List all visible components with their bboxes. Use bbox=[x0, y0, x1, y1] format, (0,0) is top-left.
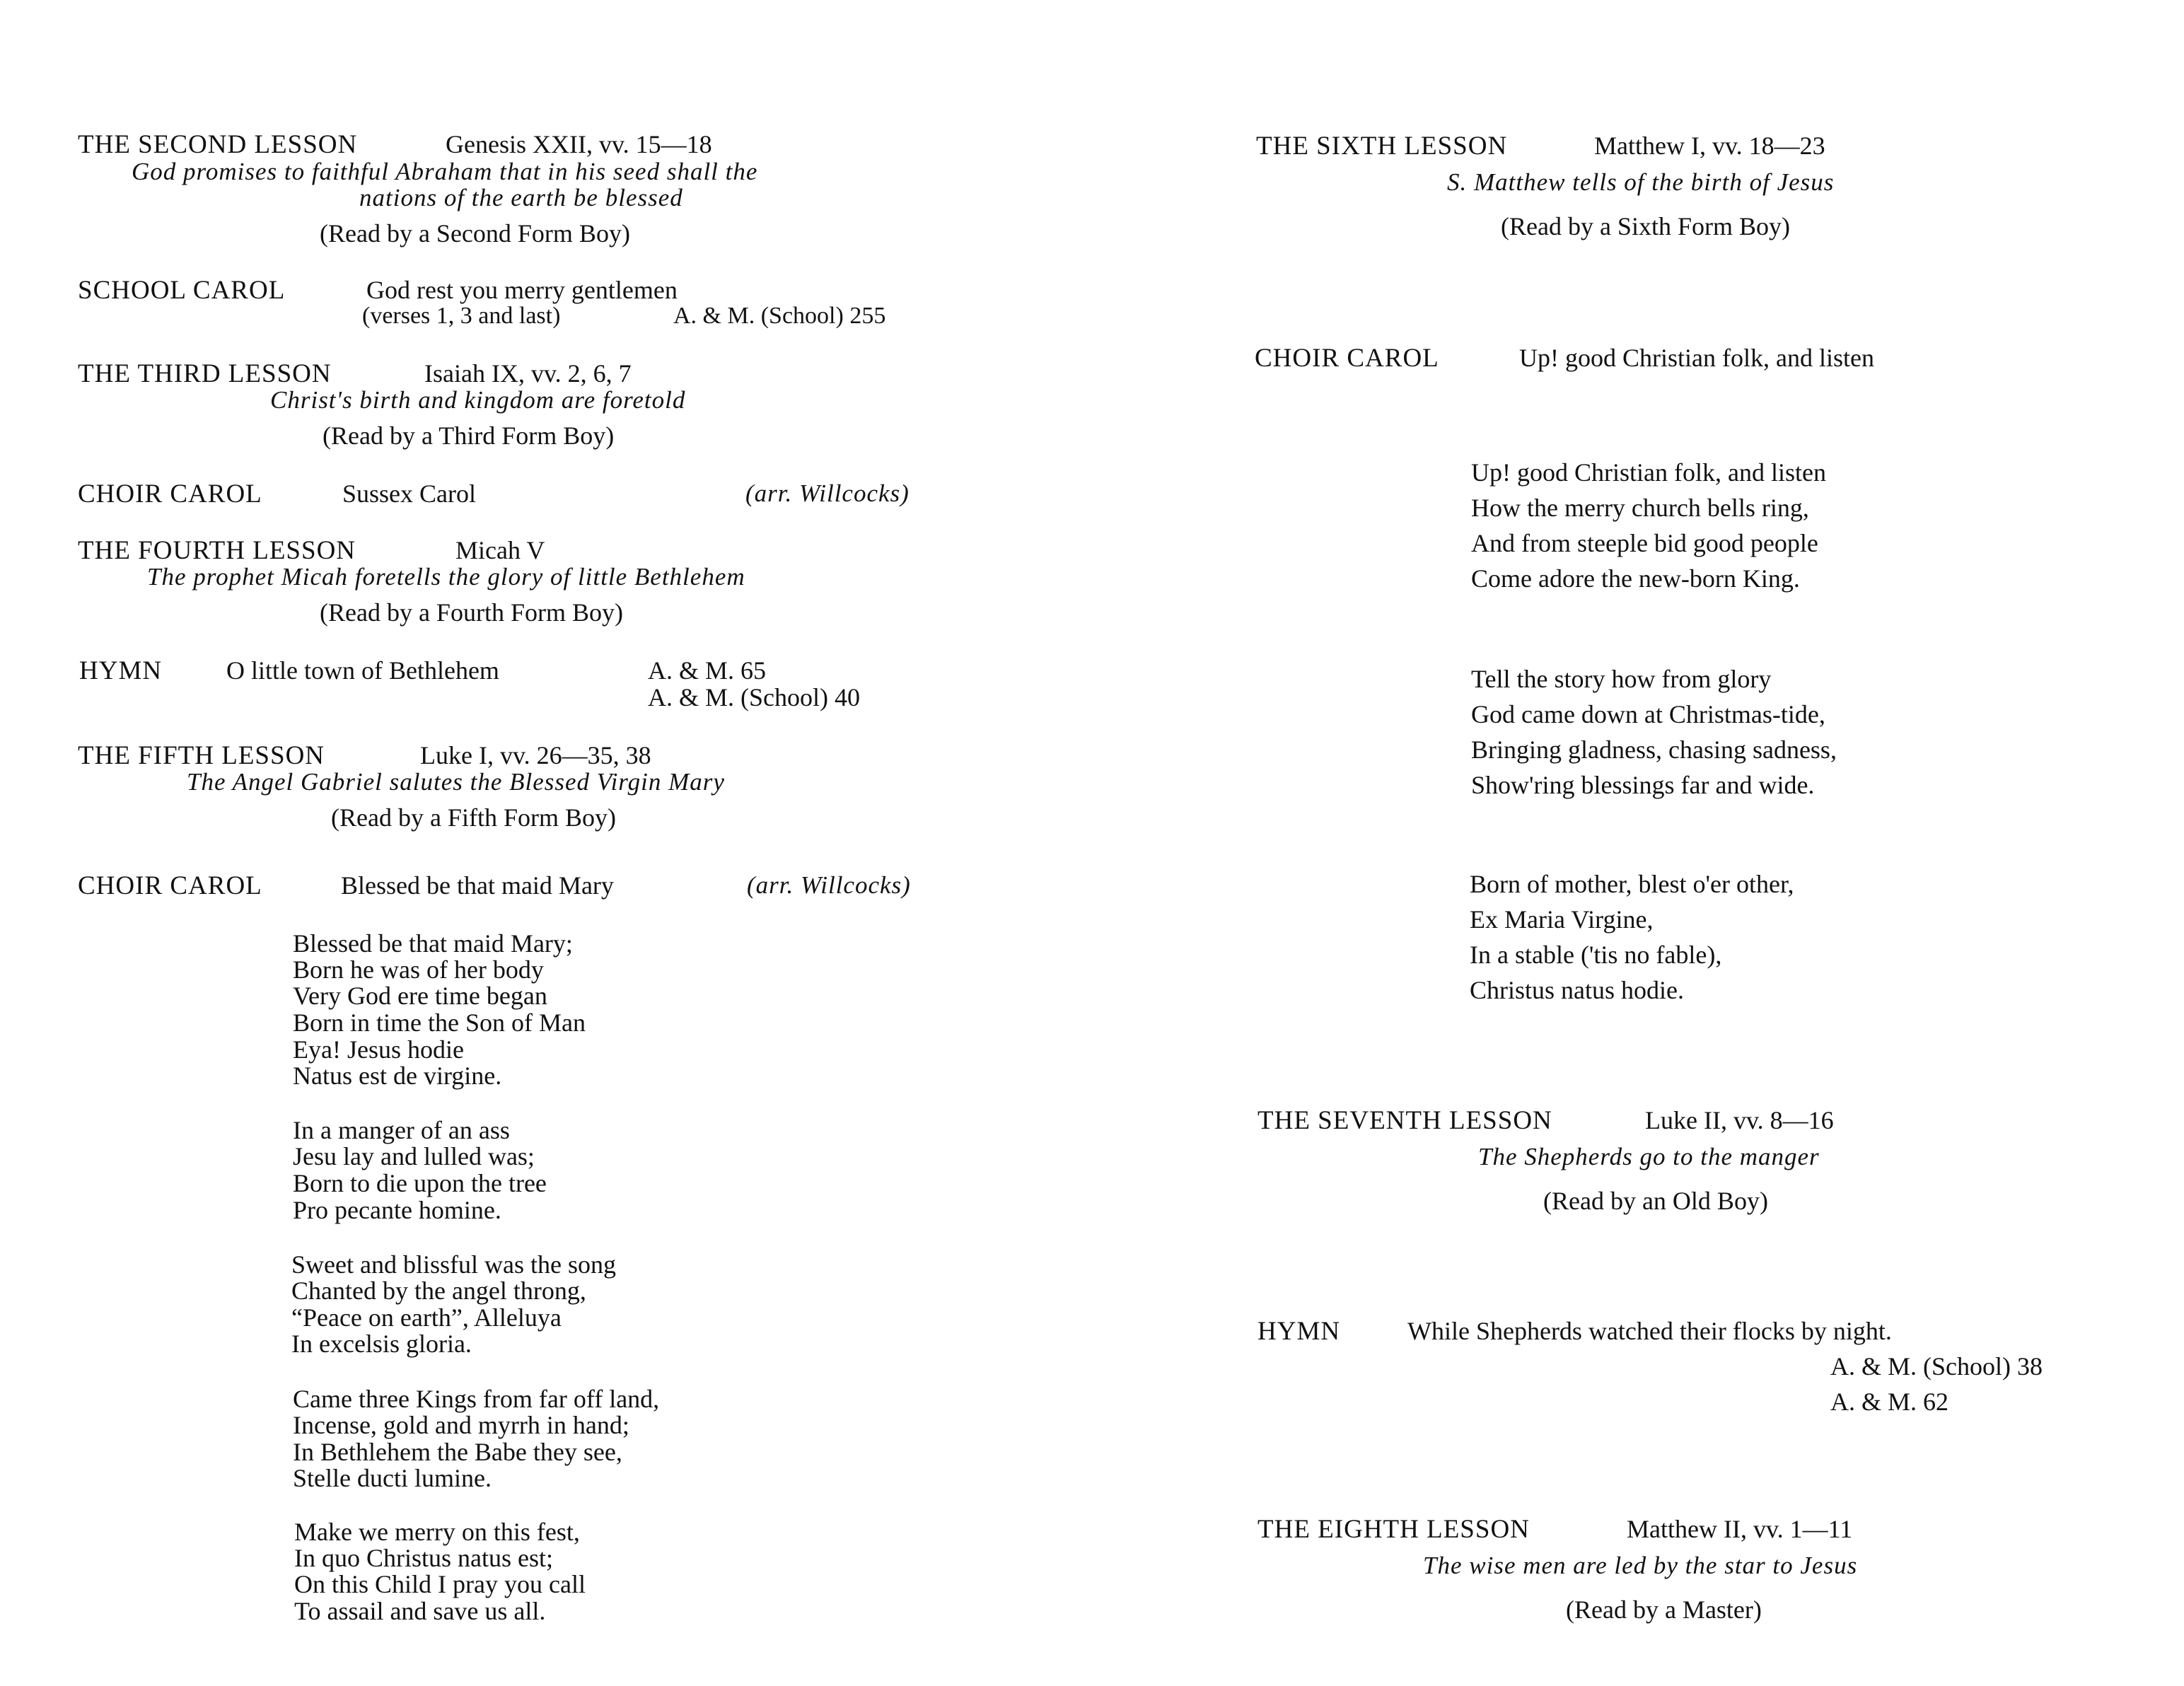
verse-line: Born he was of her body bbox=[293, 955, 544, 984]
school-carol-verses: (verses 1, 3 and last) bbox=[362, 303, 561, 329]
verse-line: Sweet and blissful was the song bbox=[291, 1250, 616, 1279]
fourth-lesson-reference: Micah V bbox=[455, 536, 545, 564]
verse-line: And from steeple bid good people bbox=[1471, 529, 1818, 557]
third-lesson-reader: (Read by a Third Form Boy) bbox=[323, 422, 615, 450]
eighth-lesson-reference: Matthew II, vv. 1—11 bbox=[1627, 1515, 1853, 1543]
second-lesson-reference: Genesis XXII, vv. 15—18 bbox=[446, 130, 712, 158]
hymn-heading: HYMN bbox=[79, 656, 163, 685]
verse-line: Tell the story how from glory bbox=[1471, 665, 1772, 693]
choir-carol-arranger: (arr. Willcocks) bbox=[747, 871, 911, 899]
sixth-lesson-summary: S. Matthew tells of the birth of Jesus bbox=[1447, 168, 1835, 196]
verse-line: Jesu lay and lulled was; bbox=[293, 1142, 535, 1170]
fourth-lesson-heading: THE FOURTH LESSON bbox=[78, 536, 356, 565]
choir-carol-title: Up! good Christian folk, and listen bbox=[1519, 344, 1874, 372]
choir-carol-heading: CHOIR CAROL bbox=[1255, 344, 1439, 373]
choir-carol-arranger: (arr. Willcocks) bbox=[745, 479, 910, 507]
choir-carol-heading: CHOIR CAROL bbox=[78, 871, 262, 900]
verse-line: Show'ring blessings far and wide. bbox=[1471, 771, 1815, 799]
second-lesson-summary-2: nations of the earth be blessed bbox=[359, 184, 683, 211]
verse-line: Came three Kings from far off land, bbox=[293, 1385, 660, 1413]
verse-line: Blessed be that maid Mary; bbox=[293, 929, 573, 958]
hymn-book-1: A. & M. (School) 38 bbox=[1830, 1352, 2043, 1380]
verse-line: Make we merry on this fest, bbox=[294, 1518, 580, 1546]
school-carol-heading: SCHOOL CAROL bbox=[78, 276, 286, 305]
third-lesson-summary: Christ's birth and kingdom are foretold bbox=[270, 386, 686, 414]
fifth-lesson-heading: THE FIFTH LESSON bbox=[78, 741, 325, 770]
eighth-lesson-heading: THE EIGHTH LESSON bbox=[1257, 1515, 1530, 1544]
verse-line: In a stable ('tis no fable), bbox=[1470, 941, 1722, 969]
hymn-book-1: A. & M. 65 bbox=[648, 656, 767, 685]
verse-line: On this Child I pray you call bbox=[294, 1570, 586, 1598]
hymn-title: O little town of Bethlehem bbox=[226, 656, 499, 685]
verse-line: In a manger of an ass bbox=[293, 1116, 510, 1144]
verse-line: Bringing gladness, chasing sadness, bbox=[1471, 736, 1837, 764]
verse-line: Eya! Jesus hodie bbox=[293, 1035, 464, 1064]
school-carol-book: A. & M. (School) 255 bbox=[673, 303, 886, 329]
third-lesson-heading: THE THIRD LESSON bbox=[78, 359, 332, 388]
seventh-lesson-reference: Luke II, vv. 8—16 bbox=[1645, 1106, 1834, 1134]
second-lesson-summary-1: God promises to faithful Abraham that in his seed shall the bbox=[132, 158, 758, 185]
second-lesson-heading: THE SECOND LESSON bbox=[78, 130, 358, 159]
verse-line: Incense, gold and myrrh in hand; bbox=[293, 1411, 629, 1439]
hymn-title: While Shepherds watched their flocks by night. bbox=[1407, 1317, 1892, 1345]
fifth-lesson-summary: The Angel Gabriel salutes the Blessed Virgin Mary bbox=[187, 768, 725, 796]
verse-line: How the merry church bells ring, bbox=[1471, 494, 1809, 522]
verse-line: In Bethlehem the Babe they see, bbox=[293, 1438, 622, 1466]
school-carol-title: God rest you merry gentlemen bbox=[366, 276, 678, 304]
verse-line: Very God ere time began bbox=[293, 982, 547, 1010]
choir-carol-title: Sussex Carol bbox=[342, 479, 476, 508]
verse-line: God came down at Christmas-tide, bbox=[1471, 700, 1825, 728]
verse-line: To assail and save us all. bbox=[294, 1597, 546, 1625]
verse-line: In quo Christus natus est; bbox=[294, 1544, 553, 1572]
choir-carol-heading: CHOIR CAROL bbox=[78, 479, 262, 508]
fourth-lesson-summary: The prophet Micah foretells the glory of little Bethlehem bbox=[147, 563, 745, 591]
eighth-lesson-reader: (Read by a Master) bbox=[1566, 1595, 1762, 1624]
verse-line: Ex Maria Virgine, bbox=[1470, 905, 1654, 934]
sixth-lesson-reference: Matthew I, vv. 18—23 bbox=[1594, 132, 1825, 160]
hymn-book-2: A. & M. 62 bbox=[1830, 1388, 1949, 1416]
hymn-heading: HYMN bbox=[1257, 1317, 1341, 1346]
seventh-lesson-summary: The Shepherds go to the manger bbox=[1478, 1143, 1820, 1170]
verse-line: “Peace on earth”, Alleluya bbox=[291, 1303, 562, 1332]
verse-line: Natus est de virgine. bbox=[293, 1062, 502, 1090]
fifth-lesson-reader: (Read by a Fifth Form Boy) bbox=[331, 803, 616, 832]
verse-line: Born to die upon the tree bbox=[293, 1169, 547, 1197]
fourth-lesson-reader: (Read by a Fourth Form Boy) bbox=[320, 598, 623, 627]
fifth-lesson-reference: Luke I, vv. 26—35, 38 bbox=[420, 741, 651, 769]
verse-line: Chanted by the angel throng, bbox=[291, 1277, 586, 1305]
hymn-book-2: A. & M. (School) 40 bbox=[648, 683, 860, 711]
seventh-lesson-reader: (Read by an Old Boy) bbox=[1543, 1187, 1768, 1215]
second-lesson-reader: (Read by a Second Form Boy) bbox=[320, 219, 630, 248]
verse-line: Born in time the Son of Man bbox=[293, 1008, 586, 1037]
verse-line: Christus natus hodie. bbox=[1470, 976, 1684, 1004]
verse-line: Pro pecante homine. bbox=[293, 1196, 501, 1224]
eighth-lesson-summary: The wise men are led by the star to Jesus bbox=[1423, 1552, 1858, 1579]
verse-line: Come adore the new-born King. bbox=[1471, 564, 1800, 593]
choir-carol-title: Blessed be that maid Mary bbox=[341, 871, 614, 900]
verse-line: Stelle ducti lumine. bbox=[293, 1464, 492, 1492]
verse-line: Born of mother, blest o'er other, bbox=[1470, 870, 1794, 898]
third-lesson-reference: Isaiah IX, vv. 2, 6, 7 bbox=[424, 359, 632, 388]
right-page bbox=[1092, 0, 2184, 1686]
verse-line: Up! good Christian folk, and listen bbox=[1471, 458, 1826, 487]
seventh-lesson-heading: THE SEVENTH LESSON bbox=[1257, 1106, 1552, 1135]
verse-line: In excelsis gloria. bbox=[291, 1330, 472, 1358]
sixth-lesson-reader: (Read by a Sixth Form Boy) bbox=[1501, 212, 1790, 240]
sixth-lesson-heading: THE SIXTH LESSON bbox=[1256, 132, 1508, 161]
